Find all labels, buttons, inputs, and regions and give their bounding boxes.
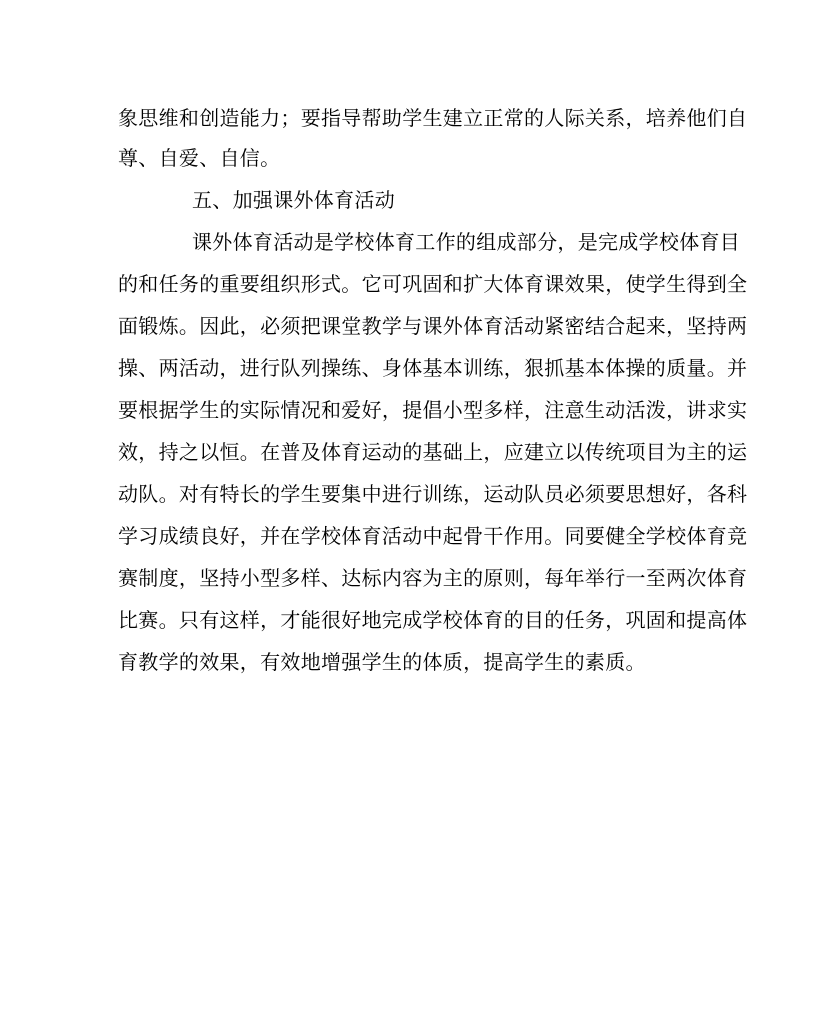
paragraph-line-9: 效，持之以恒。在普及体育运动的基础上，应建立以传统项目为主的运: [118, 440, 748, 464]
paragraph-line-10: 动队。对有特长的学生要集中进行训练，运动队员必须要思想好，各科: [118, 482, 748, 506]
paragraph-line-5: 的和任务的重要组织形式。它可巩固和扩大体育课效果，使学生得到全: [118, 272, 748, 296]
paragraph-line-14: 育教学的效果，有效地增强学生的体质，提高学生的素质。: [118, 650, 646, 674]
section-heading: 五、加强课外体育活动: [192, 188, 395, 212]
paragraph-line-6: 面锻炼。因此，必须把课堂教学与课外体育活动紧密结合起来，坚持两: [118, 314, 748, 338]
paragraph-line-12: 赛制度，坚持小型多样、达标内容为主的原则，每年举行一至两次体育: [118, 566, 748, 590]
paragraph-line-11: 学习成绩良好，并在学校体育活动中起骨干作用。同要健全学校体育竞: [118, 524, 748, 548]
paragraph-line-13: 比赛。只有这样，才能很好地完成学校体育的目的任务，巩固和提高体: [118, 608, 748, 632]
paragraph-line-2: 尊、自爱、自信。: [118, 146, 281, 170]
paragraph-line-1: 象思维和创造能力；要指导帮助学生建立正常的人际关系，培养他们自: [118, 106, 748, 130]
paragraph-line-8: 要根据学生的实际情况和爱好，提倡小型多样，注意生动活泼，讲求实: [118, 398, 748, 422]
paragraph-line-4: 课外体育活动是学校体育工作的组成部分，是完成学校体育目: [192, 230, 741, 254]
paragraph-line-7: 操、两活动，进行队列操练、身体基本训练，狠抓基本体操的质量。并: [118, 356, 748, 380]
